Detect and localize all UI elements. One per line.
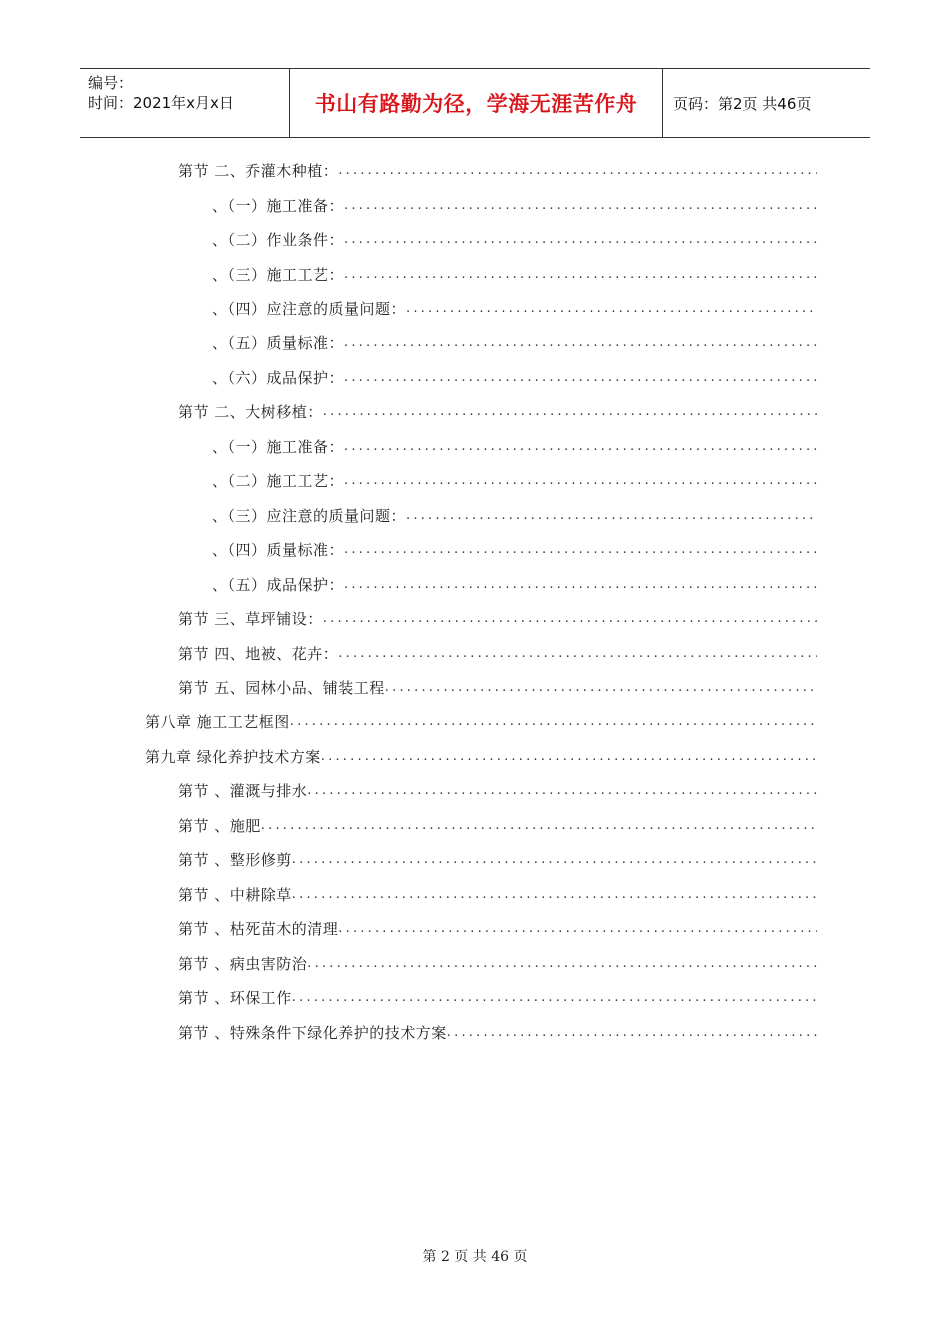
toc-entry[interactable]	[178, 918, 817, 940]
toc-entry-label: 第节 、病虫害防治	[178, 955, 308, 973]
toc-leader-dots	[307, 953, 817, 975]
toc-entry-label: 、（二）作业条件：	[212, 231, 345, 249]
header-meta	[80, 69, 290, 137]
toc-entry[interactable]	[178, 608, 817, 630]
toc-entry-label: 、（一）施工准备：	[212, 197, 345, 215]
toc-entry[interactable]	[178, 815, 817, 837]
toc-entry-label: 、（二）施工工艺：	[212, 472, 345, 490]
toc-entry-label: 第节 、中耕除草	[178, 886, 292, 904]
toc-entry-label: 第节 、特殊条件下绿化养护的技术方案	[178, 1024, 447, 1042]
toc-leader-dots	[323, 401, 817, 423]
toc-leader-dots	[292, 849, 817, 871]
toc-entry[interactable]	[212, 436, 817, 458]
toc-entry[interactable]	[212, 264, 817, 286]
toc-entry-label: 第节 五、园林小品、铺装工程	[178, 679, 385, 697]
toc-leader-dots	[261, 815, 817, 837]
toc-entry-label: 、（五）成品保护：	[212, 576, 345, 594]
toc-leader-dots	[344, 539, 817, 561]
toc-entry[interactable]	[212, 470, 817, 492]
toc-entry[interactable]	[145, 711, 817, 733]
toc-entry[interactable]	[212, 367, 817, 389]
toc-entry-label: 、（四）质量标准：	[212, 541, 345, 559]
toc-entry-label: 第节 、施肥	[178, 817, 261, 835]
toc-entry[interactable]	[178, 884, 817, 906]
toc-entry-label: 、（五）质量标准：	[212, 334, 345, 352]
toc-entry-label: 第节 二、乔灌木种植：	[178, 162, 339, 180]
toc-entry[interactable]	[178, 401, 817, 423]
page-footer: 第 2 页 共 46 页	[422, 1249, 528, 1265]
toc-leader-dots	[344, 229, 817, 251]
toc-entry-label: 第节 四、地被、花卉：	[178, 645, 339, 663]
toc-leader-dots	[344, 332, 817, 354]
toc-entry-label: 、（三）施工工艺：	[212, 266, 345, 284]
toc-leader-dots	[447, 1022, 817, 1044]
header-motto: 书山有路勤为径，学海无涯苦作舟	[290, 69, 663, 137]
toc-entry-label: 第节 二、大树移植：	[178, 403, 323, 421]
document-date: 时间：2021年x月x日	[88, 94, 234, 112]
toc-entry-label: 第节 、枯死苗木的清理	[178, 920, 339, 938]
document-number-label: 编号：	[88, 74, 134, 92]
toc-entry-label: 第节 、环保工作	[178, 989, 292, 1007]
toc-entry[interactable]	[212, 195, 817, 217]
toc-leader-dots	[323, 608, 817, 630]
toc-entry-label: 、（三）应注意的质量问题：	[212, 507, 407, 525]
toc-entry-label: 、（六）成品保护：	[212, 369, 345, 387]
toc-leader-dots	[338, 643, 817, 665]
toc-leader-dots	[292, 987, 817, 1009]
toc-leader-dots	[344, 470, 817, 492]
toc-leader-dots	[338, 160, 817, 182]
toc-leader-dots	[292, 884, 817, 906]
toc-entry[interactable]	[212, 332, 817, 354]
toc-entry[interactable]	[212, 298, 817, 320]
page-header	[80, 68, 870, 138]
toc-leader-dots	[406, 505, 817, 527]
toc-entry[interactable]	[212, 505, 817, 527]
toc-entry-label: 第节 三、草坪铺设：	[178, 610, 323, 628]
toc-leader-dots	[385, 677, 817, 699]
toc-entry-label: 第八章 施工工艺框图	[145, 713, 290, 731]
toc-leader-dots	[344, 436, 817, 458]
toc-entry[interactable]	[212, 539, 817, 561]
toc-leader-dots	[406, 298, 817, 320]
toc-entry[interactable]	[178, 780, 817, 802]
toc-leader-dots	[321, 746, 817, 768]
toc-leader-dots	[344, 574, 817, 596]
toc-leader-dots	[290, 711, 817, 733]
toc-leader-dots	[338, 918, 817, 940]
toc-entry[interactable]	[178, 1022, 817, 1044]
toc-entry[interactable]	[178, 677, 817, 699]
toc-entry-label: 第节 、灌溉与排水	[178, 782, 308, 800]
toc-entry[interactable]	[212, 229, 817, 251]
toc-leader-dots	[344, 195, 817, 217]
toc-entry[interactable]	[178, 987, 817, 1009]
toc-entry[interactable]	[178, 849, 817, 871]
header-page-info: 页码：第2页 共46页	[673, 94, 812, 113]
toc-entry-label: 第节 、整形修剪	[178, 851, 292, 869]
toc-leader-dots	[307, 780, 817, 802]
toc-entry[interactable]	[178, 953, 817, 975]
toc-entry[interactable]	[145, 746, 817, 768]
toc-leader-dots	[344, 264, 817, 286]
toc-entry[interactable]	[178, 643, 817, 665]
toc-leader-dots	[344, 367, 817, 389]
toc-entry[interactable]	[178, 160, 817, 182]
toc-entry-label: 、（四）应注意的质量问题：	[212, 300, 407, 318]
toc-entry[interactable]	[212, 574, 817, 596]
toc-entry-label: 、（一）施工准备：	[212, 438, 345, 456]
toc-entry-label: 第九章 绿化养护技术方案	[145, 748, 321, 766]
